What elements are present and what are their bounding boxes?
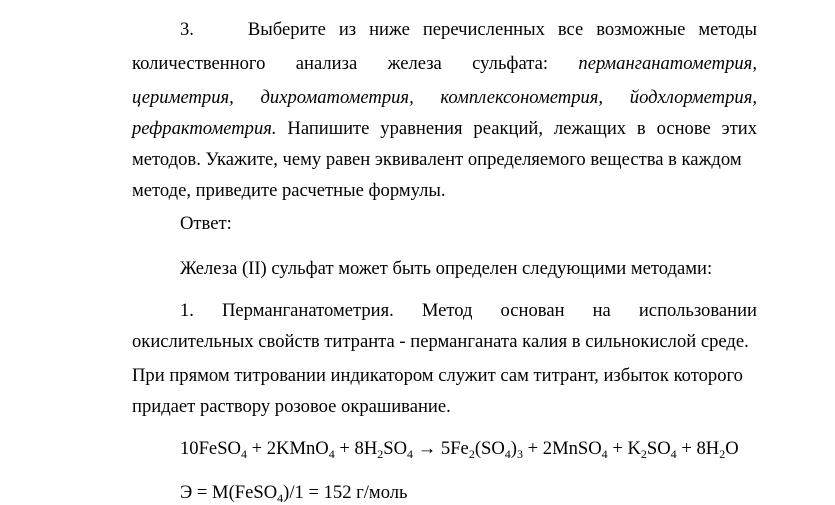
method-name: перманганатометрия, <box>578 53 757 74</box>
equivalent-formula: Э = M(FeSO$_4$)/1 = 152 г/моль <box>180 482 408 505</box>
method1-line-3: При прямом титровании индикатором служит сам титрант, избыток которого <box>132 365 743 386</box>
reaction-equation: 10FeSO$_4$ + 2KMnO$_4$ + $8H_2SO_4 \to 5Fe_2(SO_4)_3$ + 2MnSO$_4$ + $K_2SO_4 + 8H_2O$ <box>180 438 739 461</box>
question-number: 3. <box>180 19 194 40</box>
question-text: Выберите из ниже перечисленных все возможные методы <box>247 19 757 40</box>
question-line-6: методе, приведите расчетные формулы. <box>132 180 446 201</box>
question-line-4: рефрактометрия. Напишите уравнения реакций, лежащих в основе этих <box>132 118 757 139</box>
question-line-2: количественного анализа железа сульфата: перманганатометрия, <box>132 53 757 74</box>
method-name: рефрактометрия. <box>132 118 277 139</box>
question-line-1 <box>180 19 757 41</box>
answer-label: Ответ: <box>180 213 232 234</box>
method1-line-4: придает раствору розовое окрашивание. <box>132 396 451 417</box>
method-list: цериметрия, дихроматометрия, комплексонометрия, йодхлорметрия, <box>132 87 757 108</box>
answer-intro: Железа (II) сульфат может быть определен следующими методами: <box>180 258 713 279</box>
question-line-5: методов. Укажите, чему равен эквивалент определяемого вещества в каждом <box>132 149 742 170</box>
question-line-3 <box>132 87 757 109</box>
method1-line-2: окислительных свойств титранта - перманганата калия в сильнокислой среде. <box>132 331 749 352</box>
method1-line-1: 1. Перманганатометрия. Метод основан на использовании <box>180 300 757 321</box>
